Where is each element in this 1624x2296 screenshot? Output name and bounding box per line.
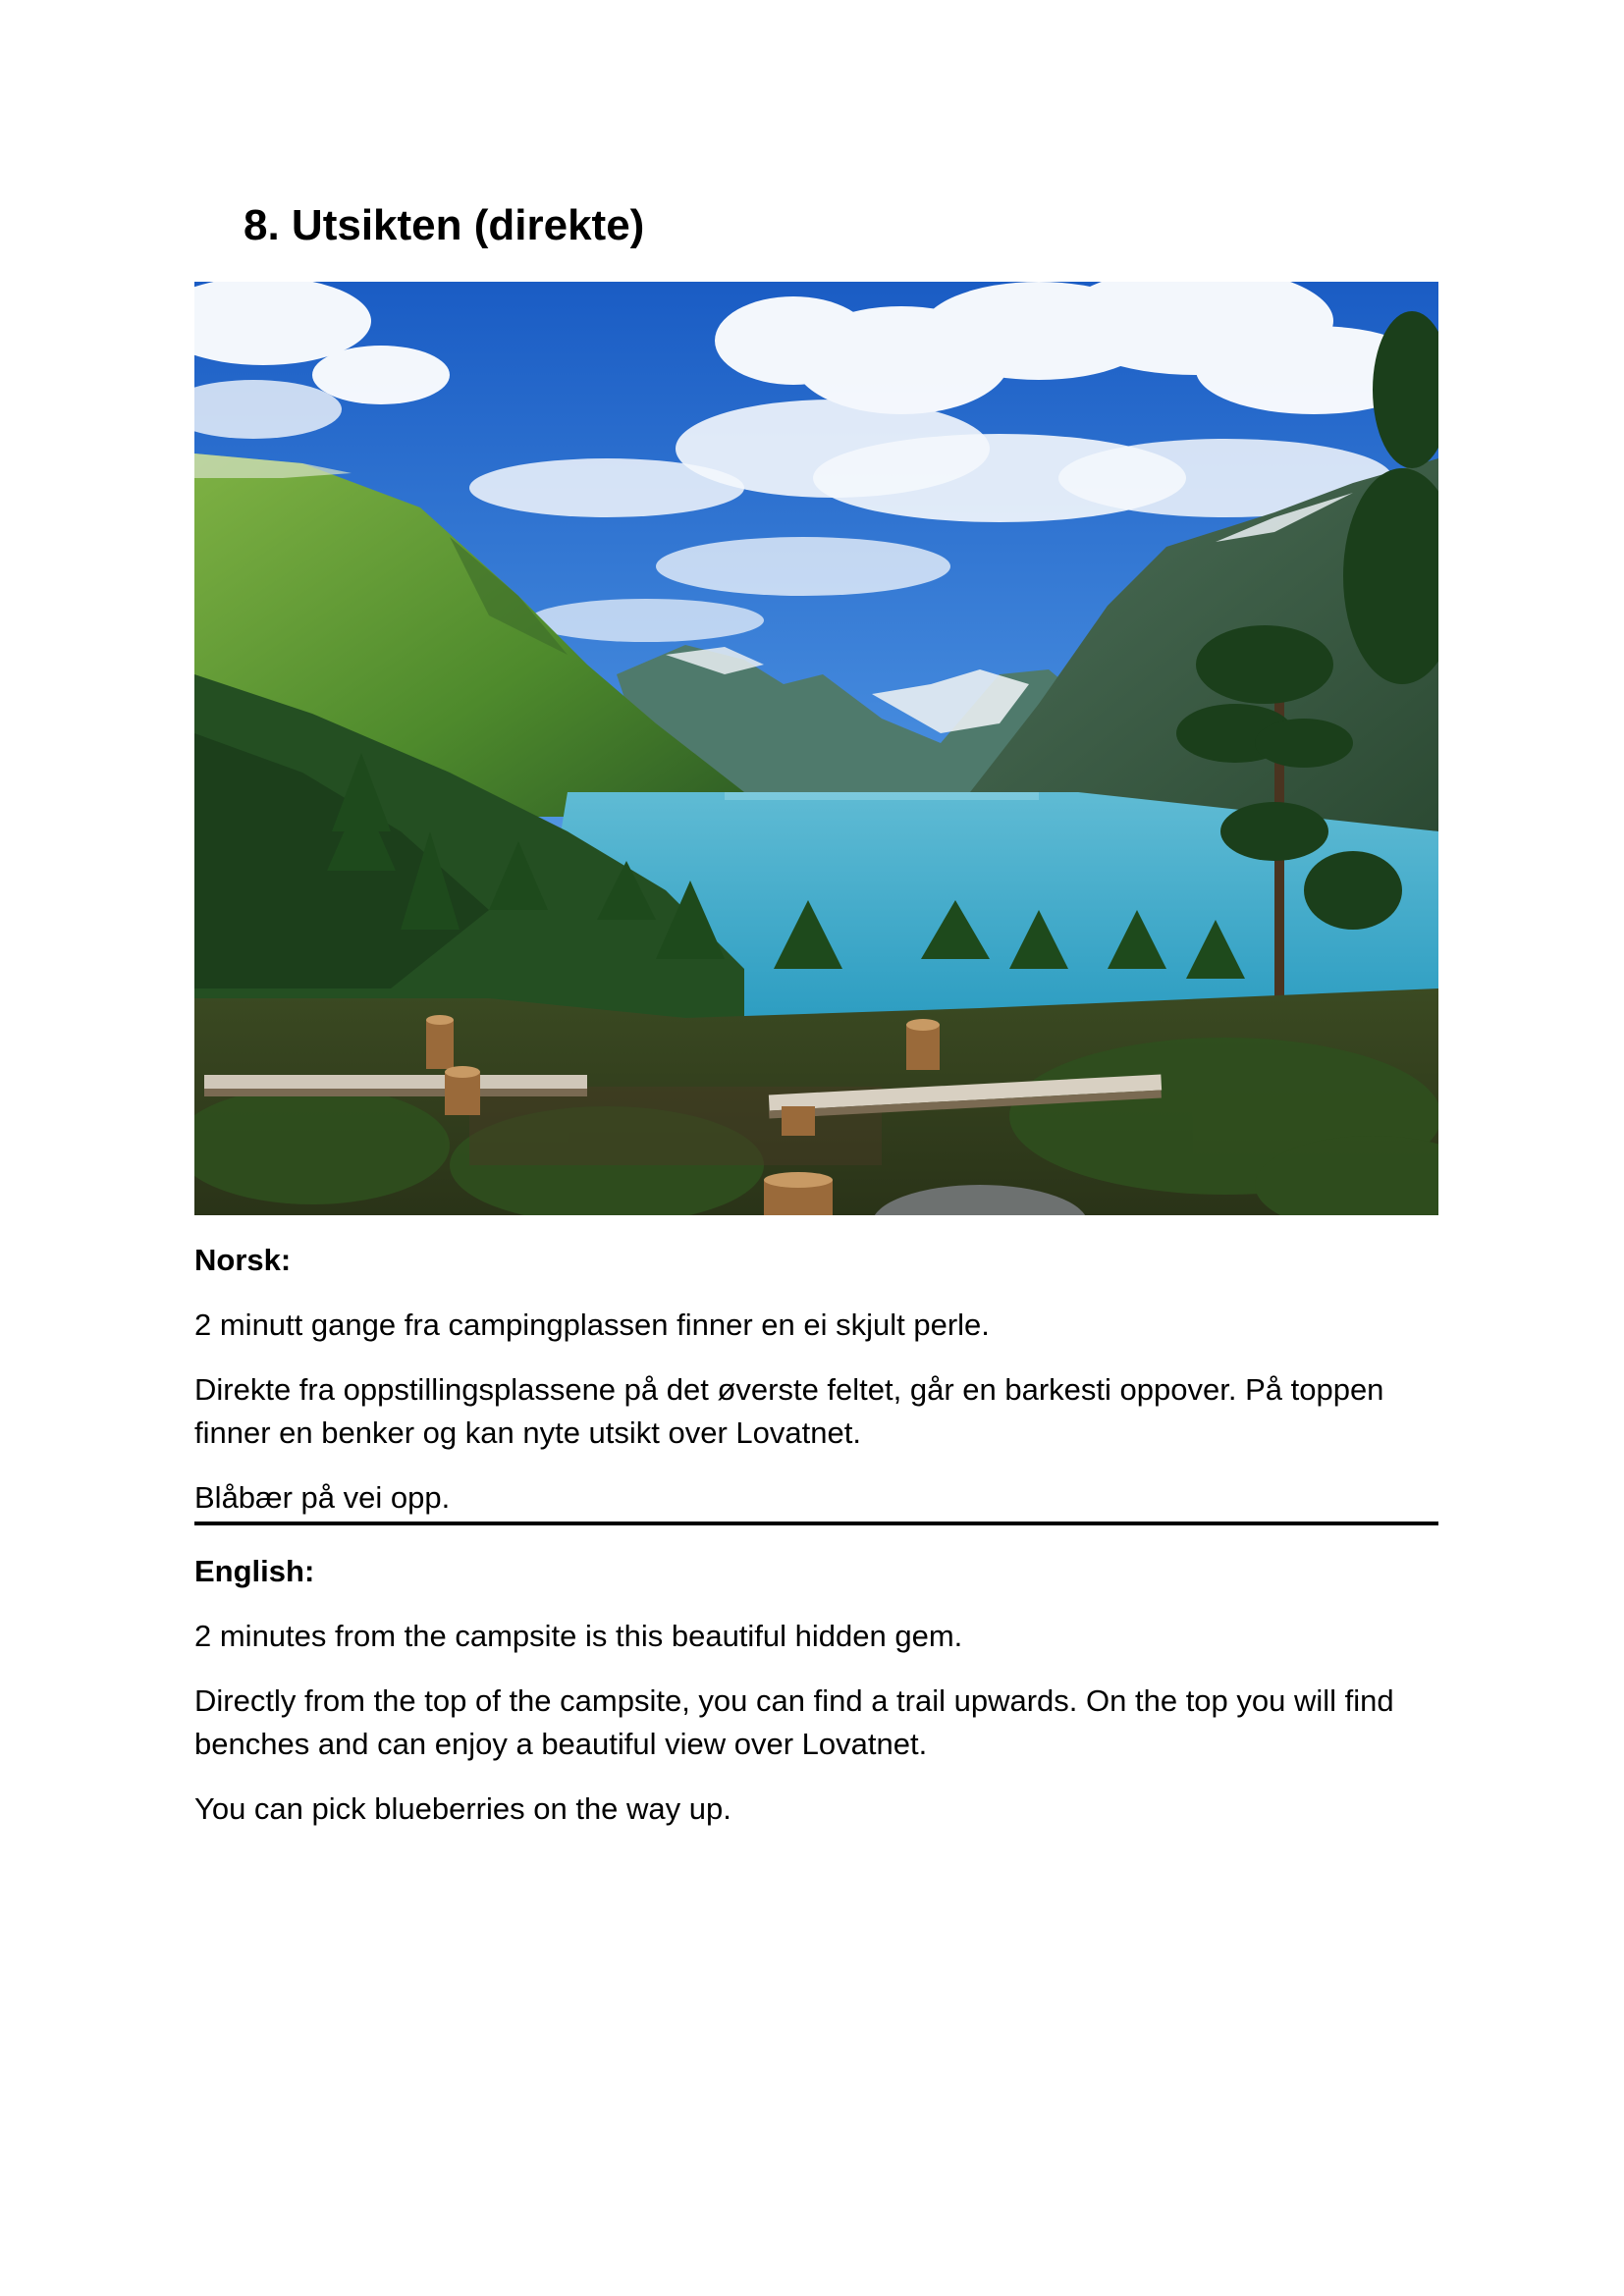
fjord-viewpoint-photo — [194, 282, 1438, 1215]
norsk-paragraph-2: Direkte fra oppstillingsplassene på det øverste feltet, går en barkesti oppover. På toppen finner en benker og kan nyte utsikt over Lovatnet. — [194, 1372, 1384, 1450]
english-paragraph-2: Directly from the top of the campsite, you can find a trail upwards. On the top you will find benches and can enjoy a beautiful view over Lovatnet. — [194, 1683, 1394, 1761]
norsk-paragraph-1: 2 minutt gange fra campingplassen finner en ei skjult perle. — [194, 1308, 990, 1342]
norsk-paragraph-3: Blåbær på vei opp. — [194, 1480, 451, 1515]
english-label: English: — [194, 1554, 315, 1588]
section-divider — [194, 1522, 1438, 1525]
norsk-label: Norsk: — [194, 1243, 292, 1277]
page-title: 8. Utsikten (direkte) — [244, 201, 645, 249]
english-paragraph-3: You can pick blueberries on the way up. — [194, 1791, 731, 1826]
english-paragraph-1: 2 minutes from the campsite is this beautiful hidden gem. — [194, 1619, 963, 1653]
